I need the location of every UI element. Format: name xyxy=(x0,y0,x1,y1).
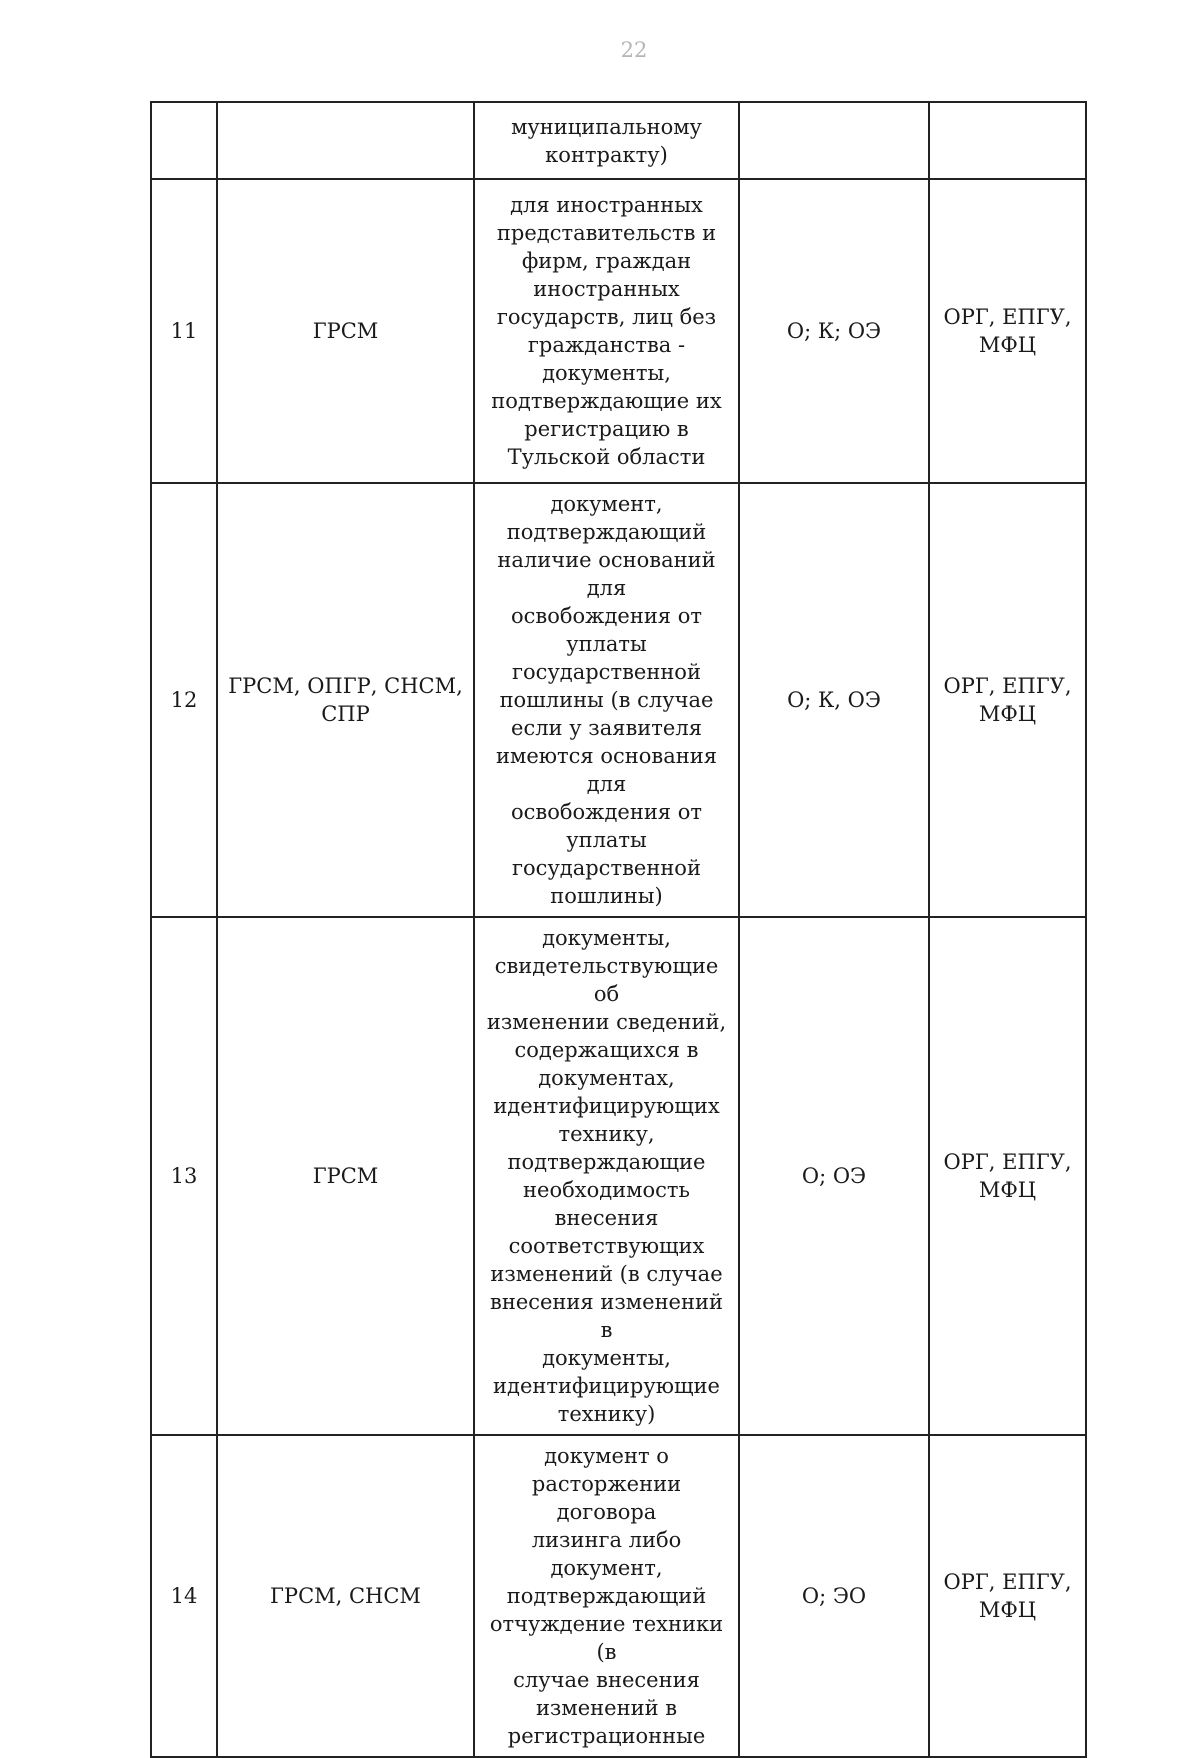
description-cell: документы, свидетельствующие об изменении сведений, содержащихся в документах, идентифицирующих технику, подтверждающие необходимость внесения соответствующих изменений (в случае внесения изменений в документы, идентифицирующие технику) xyxy=(474,917,739,1435)
codes-cell: ГРСМ xyxy=(217,917,474,1435)
form-cell: О; К; ОЭ xyxy=(739,179,929,483)
page-number: 22 xyxy=(620,38,648,62)
table-row xyxy=(151,1435,1086,1757)
row-number-cell: 11 xyxy=(151,179,217,483)
description-cell: документ о расторжении договора лизинга либо документ, подтверждающий отчуждение техники (в случае внесения изменений в регистрационные xyxy=(474,1435,739,1757)
description-cell: документ, подтверждающий наличие оснований для освобождения от уплаты государственной пошлины (в случае если у заявителя имеются основания для освобождения от уплаты государственной пошлины) xyxy=(474,483,739,917)
source-cell: ОРГ, ЕПГУ, МФЦ xyxy=(929,483,1086,917)
row-number-cell: 14 xyxy=(151,1435,217,1757)
source-cell: ОРГ, ЕПГУ, МФЦ xyxy=(929,917,1086,1435)
codes-cell xyxy=(217,102,474,179)
row-number-cell xyxy=(151,102,217,179)
description-cell: муниципальному контракту) xyxy=(474,102,739,179)
codes-cell: ГРСМ, ОПГР, СНСМ, СПР xyxy=(217,483,474,917)
codes-cell: ГРСМ, СНСМ xyxy=(217,1435,474,1757)
source-cell xyxy=(929,102,1086,179)
source-cell: ОРГ, ЕПГУ, МФЦ xyxy=(929,1435,1086,1757)
table-row xyxy=(151,917,1086,1435)
documents-table xyxy=(150,101,1087,1758)
row-number-cell: 12 xyxy=(151,483,217,917)
source-cell: ОРГ, ЕПГУ, МФЦ xyxy=(929,179,1086,483)
row-number-cell: 13 xyxy=(151,917,217,1435)
table-row xyxy=(151,179,1086,483)
form-cell: О; ЭО xyxy=(739,1435,929,1757)
table-row xyxy=(151,102,1086,179)
description-cell: для иностранных представительств и фирм, граждан иностранных государств, лиц без гражданства - документы, подтверждающие их регистрацию в Тульской области xyxy=(474,179,739,483)
form-cell: О; К, ОЭ xyxy=(739,483,929,917)
table-row xyxy=(151,483,1086,917)
form-cell: О; ОЭ xyxy=(739,917,929,1435)
codes-cell: ГРСМ xyxy=(217,179,474,483)
form-cell xyxy=(739,102,929,179)
